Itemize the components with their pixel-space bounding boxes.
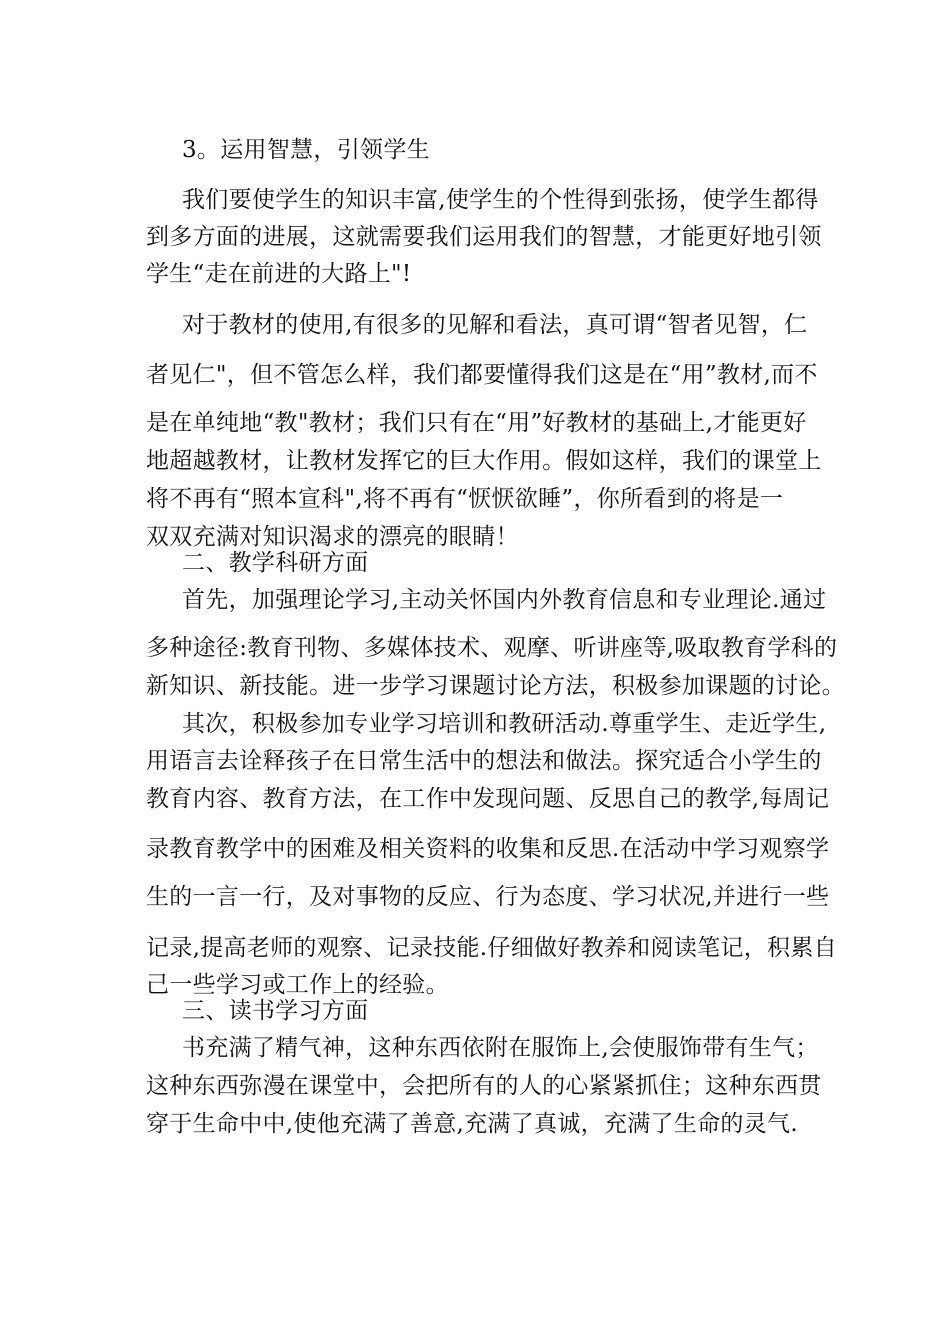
paragraph-line: 教育内容、教育方法，在工作中发现问题、反思自己的教学,每周记 bbox=[146, 786, 830, 812]
paragraph-line: 双双充满对知识渴求的漂亮的眼睛！ bbox=[146, 524, 519, 550]
paragraph-line: 生的一言一行，及对事物的反应、行为态度、学习状况,并进行一些 bbox=[146, 884, 830, 910]
paragraph-line: 这种东西弥漫在课堂中，会把所有的人的心紧紧抓住；这种东西贯 bbox=[146, 1073, 822, 1099]
paragraph-line: 录教育教学中的困难及相关资料的收集和反思.在活动中学习观察学 bbox=[146, 836, 830, 862]
paragraph-line: 首先，加强理论学习,主动关怀国内外教育信息和专业理论.通过 bbox=[182, 587, 827, 613]
paragraph-line: 我们要使学生的知识丰富,使学生的个性得到张扬，使学生都得 bbox=[182, 187, 819, 213]
section-heading: 二、教学科研方面 bbox=[182, 550, 369, 576]
paragraph-line: 是在单纯地“教"教材；我们只有在“用”好教材的基础上,才能更好 bbox=[146, 410, 807, 436]
paragraph-line: 将不再有“照本宣科",将不再有“恹恹欲睡”，你所看到的将是一 bbox=[146, 486, 784, 512]
paragraph-line: 穿于生命中中,使他充满了善意,充满了真诚，充满了生命的灵气. bbox=[146, 1111, 798, 1137]
section-heading: 三、读书学习方面 bbox=[182, 998, 369, 1024]
paragraph-line: 用语言去诠释孩子在日常生活中的想法和做法。探究适合小学生的 bbox=[146, 748, 822, 774]
paragraph-line: 地超越教材，让教材发挥它的巨大作用。假如这样，我们的课堂上 bbox=[146, 448, 822, 474]
paragraph-line: 到多方面的进展，这就需要我们运用我们的智慧，才能更好地引领 bbox=[146, 224, 822, 250]
paragraph-line: 记录,提高老师的观察、记录技能.仔细做好教养和阅读笔记，积累自 bbox=[146, 935, 837, 961]
paragraph-line: 者见仁"，但不管怎么样，我们都要懂得我们这是在“用”教材,而不 bbox=[146, 362, 818, 388]
paragraph-line: 己一些学习或工作上的经验。 bbox=[146, 972, 449, 998]
paragraph-line: 学生“走在前进的大路上"! bbox=[146, 261, 412, 287]
paragraph-line: 书充满了精气神，这种东西依附在服饰上,会使服饰带有生气； bbox=[182, 1035, 819, 1061]
paragraph-line: 多种途径:教育刊物、多媒体技术、观摩、听讲座等,吸取教育学科的 bbox=[146, 635, 838, 661]
paragraph-line: 新知识、新技能。进一步学习课题讨论方法，积极参加课题的讨论。 bbox=[146, 673, 845, 699]
paragraph-line: 对于教材的使用,有很多的见解和看法，真可谓“智者见智，仁 bbox=[182, 312, 808, 338]
paragraph-line: 其次，积极参加专业学习培训和教研活动.尊重学生、走近学生, bbox=[182, 711, 827, 737]
section-heading: 3。运用智慧，引领学生 bbox=[182, 137, 430, 163]
